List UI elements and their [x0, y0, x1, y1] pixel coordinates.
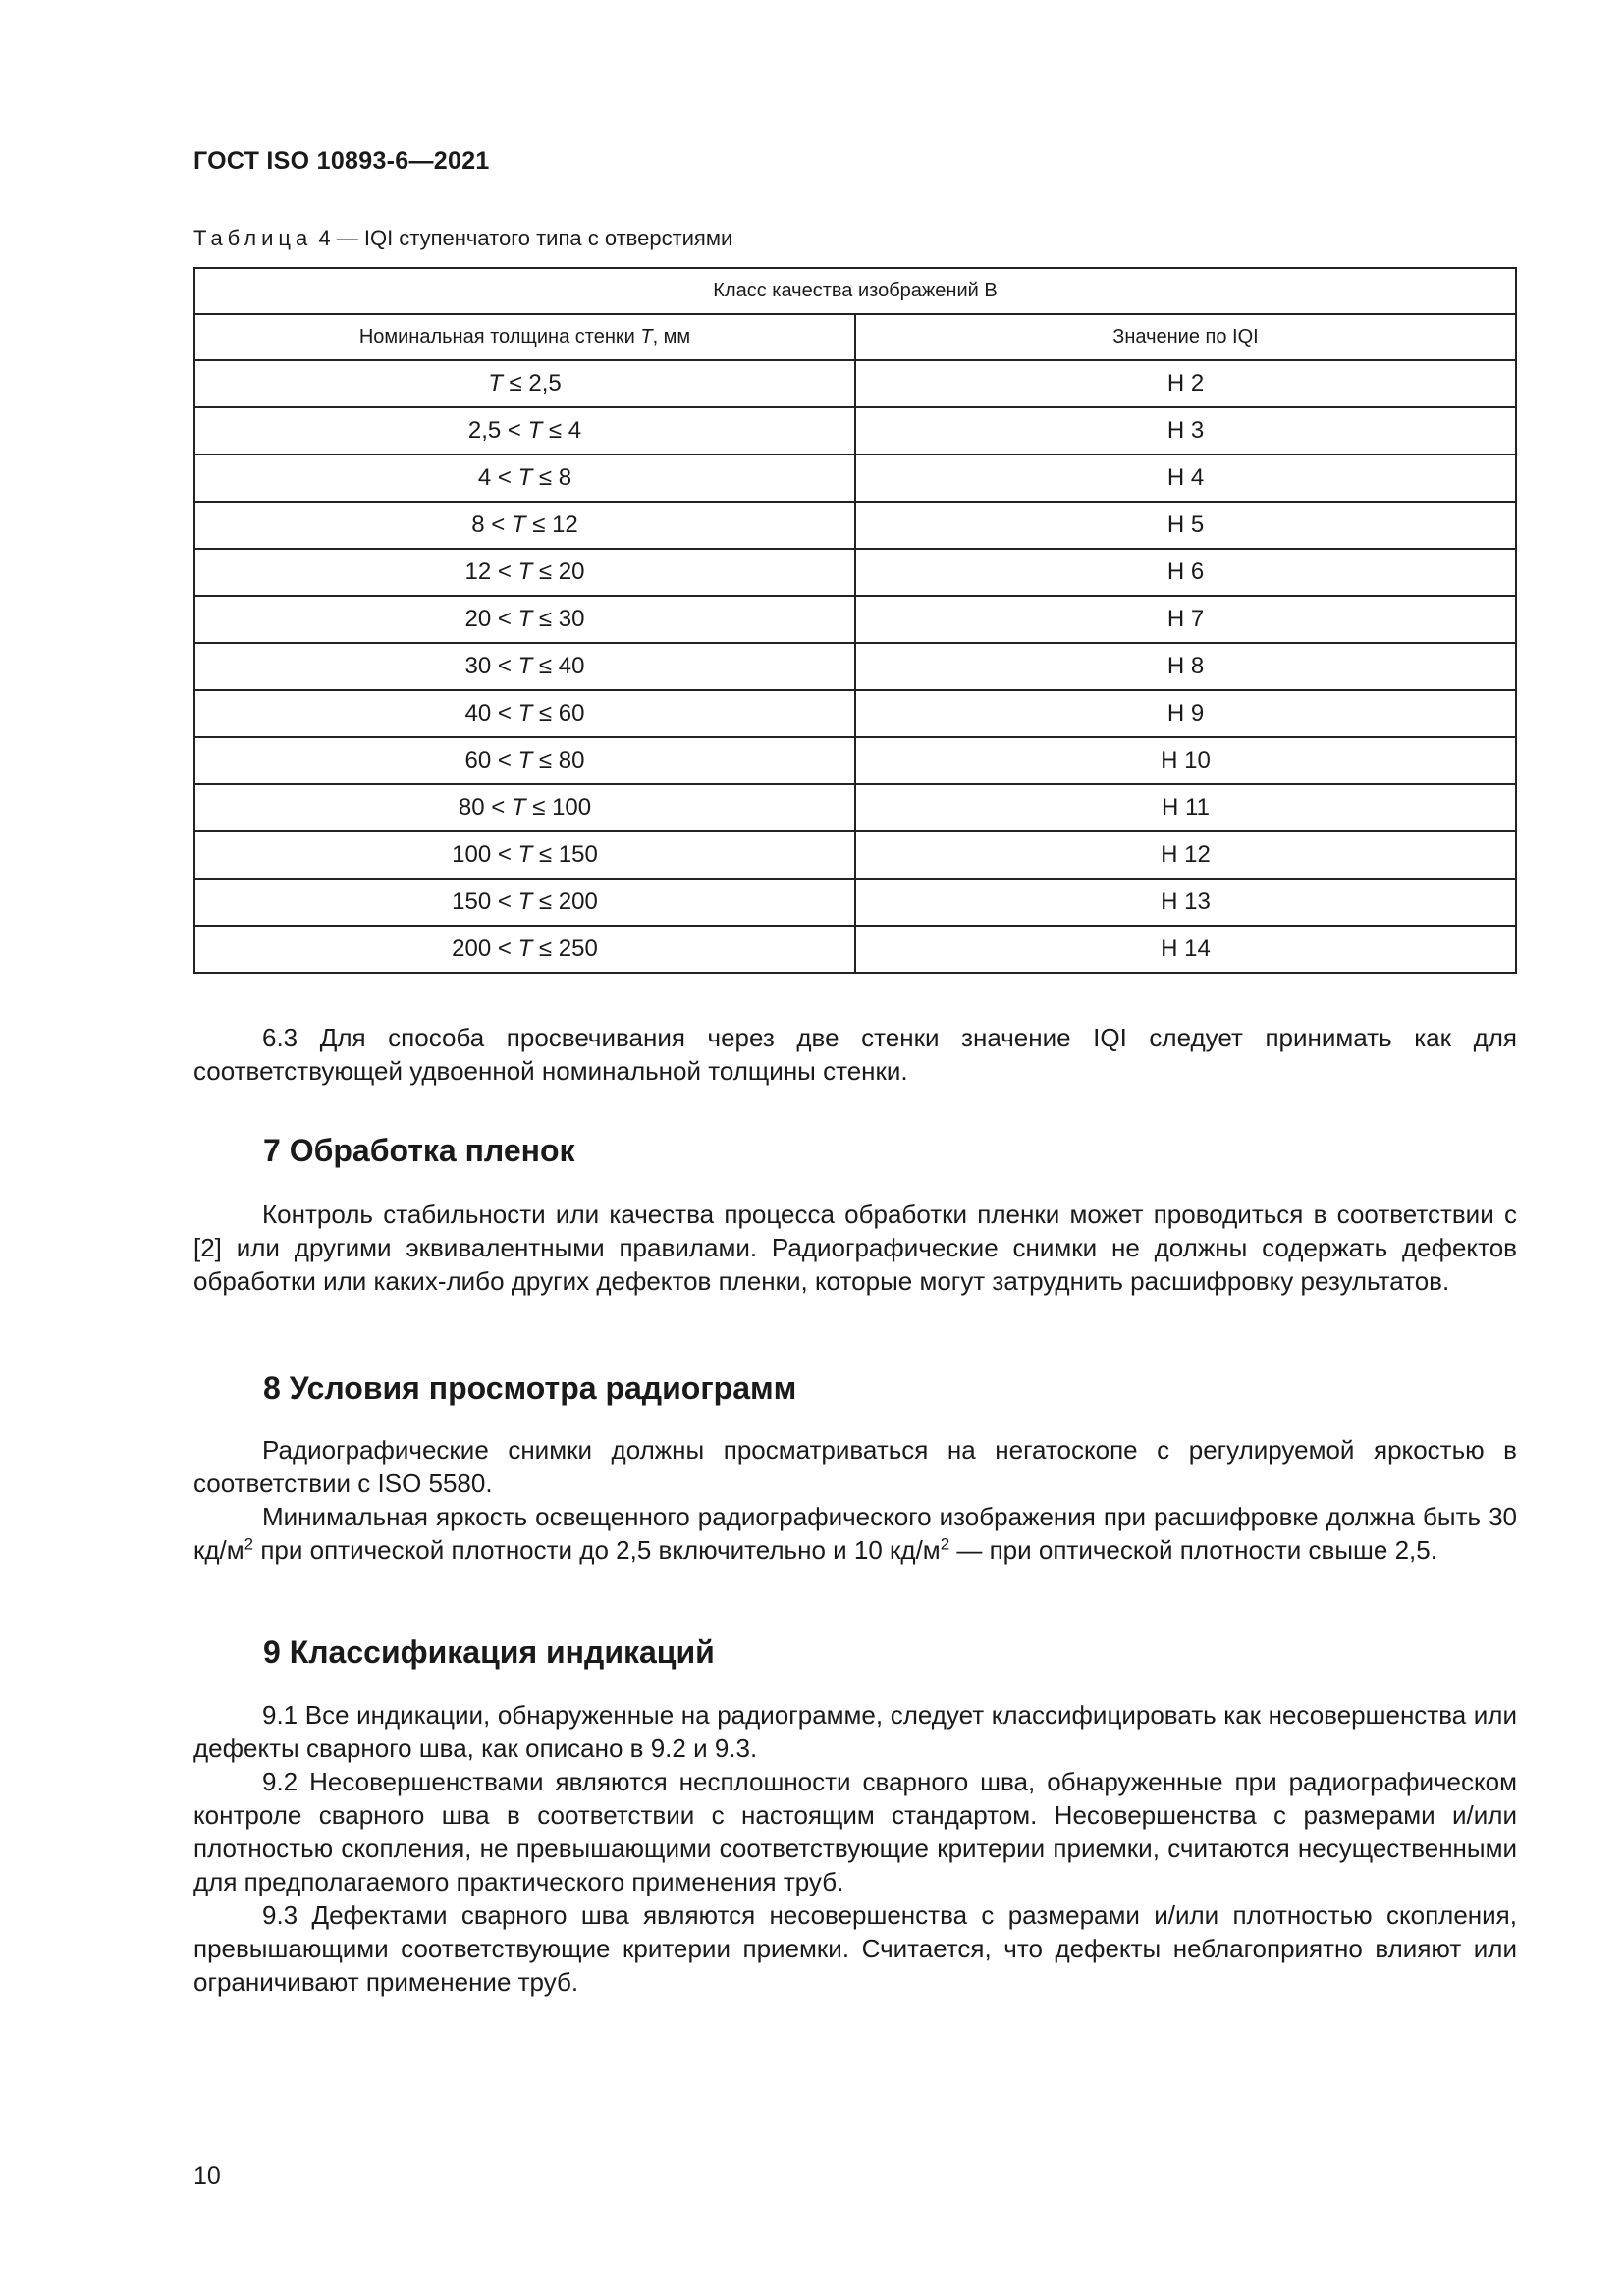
iqi-value-cell: H 9: [855, 690, 1516, 737]
iqi-value-cell: H 13: [855, 879, 1516, 926]
iqi-value-cell: H 14: [855, 926, 1516, 973]
thickness-range-var: T: [517, 747, 533, 774]
thickness-range-pre: 30 <: [464, 653, 518, 679]
thickness-range-post: ≤ 30: [532, 606, 585, 632]
paragraph-6-3-text: 6.3 Для способа просвечивания через две стенки значение IQI следует принимать как для соответствующей удвоенной номинальной толщины стенки.: [193, 1023, 1517, 1086]
thickness-range-cell: [194, 926, 855, 973]
thickness-range-post: ≤ 20: [532, 559, 585, 585]
iqi-value-cell: H 6: [855, 549, 1516, 596]
thickness-range-var: T: [517, 841, 533, 868]
table-column-header-row: [194, 314, 1516, 360]
page-number: 10: [193, 2163, 221, 2190]
section-7-body: [193, 1198, 1517, 1298]
table-class-header-row: [194, 268, 1516, 314]
thickness-range-post: ≤ 200: [532, 888, 598, 915]
table-row: [194, 549, 1516, 596]
thickness-range-pre: 2,5 <: [467, 417, 528, 444]
thickness-range-cell: [194, 360, 855, 407]
thickness-range-post: ≤ 250: [532, 935, 598, 962]
iqi-value-cell: H 7: [855, 596, 1516, 643]
thickness-range-pre: 4 <: [477, 464, 518, 491]
iqi-value-cell: H 4: [855, 454, 1516, 502]
table-row: [194, 926, 1516, 973]
section-9-title: 9 Классификация индикаций: [263, 1634, 715, 1670]
column-header-thickness-unit: , мм: [652, 326, 691, 347]
column-header-iqi-value: Значение по IQI: [855, 314, 1516, 360]
thickness-range-var: T: [517, 700, 533, 726]
table-row: [194, 831, 1516, 879]
iqi-value-cell: H 5: [855, 502, 1516, 549]
thickness-range-pre: 100 <: [452, 841, 518, 868]
thickness-range-post: ≤ 8: [532, 464, 572, 491]
thickness-range-cell: [194, 549, 855, 596]
thickness-range-cell: [194, 737, 855, 784]
section-9-body: [193, 1698, 1517, 1999]
section-9-paragraph-2: 9.2 Несовершенствами являются несплошности сварного шва, обнаруженные при радиографическом контроле сварного шва в соответствии с настоящим стандартом. Несовершенства с размерами и/или плотностью скопления, не превышающими соответствующие критерии приемки, считаются несущественными для предполагаемого практического применения труб.: [193, 1767, 1517, 1896]
thickness-range-var: T: [527, 417, 543, 444]
table-row: [194, 407, 1516, 454]
iqi-value-cell: H 8: [855, 643, 1516, 690]
section-8-paragraph-2: [193, 1500, 1517, 1567]
iqi-value-cell: H 2: [855, 360, 1516, 407]
table-row: [194, 737, 1516, 784]
thickness-range-pre: 80 <: [458, 794, 512, 821]
table-row: [194, 502, 1516, 549]
column-header-thickness-pre: Номинальная толщина стенки: [358, 326, 641, 347]
table-caption-word: Таблица: [193, 226, 313, 250]
iqi-value-cell: H 10: [855, 737, 1516, 784]
column-header-thickness: [194, 314, 855, 360]
thickness-range-post: ≤ 4: [542, 417, 582, 444]
section-7-paragraph: Контроль стабильности или качества процесса обработки пленки может проводиться в соответствии с [2] или другими эквивалентными правилами. Радиографические снимки не должны содержать дефектов обработки или каких-либо других дефектов пленки, которые могут затруднить расшифровку результатов.: [193, 1200, 1517, 1296]
section-8-title: 8 Условия просмотра радиограмм: [263, 1370, 797, 1406]
thickness-range-post: ≤ 80: [532, 747, 585, 774]
table-row: [194, 879, 1516, 926]
thickness-range-var: T: [517, 935, 533, 962]
thickness-range-var: T: [517, 559, 533, 585]
thickness-range-var: T: [511, 511, 526, 538]
thickness-range-pre: 8 <: [471, 511, 512, 538]
thickness-range-pre: 20 <: [464, 606, 518, 632]
superscript-2: 2: [244, 1534, 254, 1554]
thickness-range-var: T: [517, 653, 533, 679]
section-8-body: [193, 1433, 1517, 1567]
thickness-range-cell: [194, 784, 855, 831]
thickness-range-pre: 40 <: [464, 700, 518, 726]
table-row: [194, 360, 1516, 407]
section-9-paragraph-3: 9.3 Дефектами сварного шва являются несовершенства с размерами и/или плотностью скопления, превышающими соответствующие критерии приемки. Считается, что дефекты неблагоприятно влияют или ограничивают применение труб.: [193, 1900, 1517, 1997]
iqi-value-cell: H 3: [855, 407, 1516, 454]
section-7-title: 7 Обработка пленок: [263, 1133, 575, 1168]
section-8-paragraph-1: Радиографические снимки должны просматриваться на негатоскопе с регулируемой яркостью в соответствии с ISO 5580.: [193, 1435, 1517, 1498]
thickness-range-post: ≤ 60: [532, 700, 585, 726]
paragraph-6-3: [193, 1021, 1517, 1088]
thickness-range-var: T: [488, 370, 503, 397]
column-header-thickness-var: T: [640, 326, 653, 347]
section-8-p2-part-a: Минимальная яркость освещенного радиографического изображения при расшифровке должна быть 30 кд/м: [193, 1502, 1517, 1565]
thickness-range-cell: [194, 831, 855, 879]
table-row: [194, 784, 1516, 831]
iqi-table: [193, 267, 1517, 974]
iqi-value-cell: H 12: [855, 831, 1516, 879]
thickness-range-cell: [194, 643, 855, 690]
thickness-range-var: T: [517, 606, 533, 632]
table-row: [194, 643, 1516, 690]
thickness-range-post: ≤ 12: [525, 511, 578, 538]
table-caption-title: 4 — IQI ступенчатого типа с отверстиями: [318, 226, 733, 250]
thickness-range-pre: 200 <: [452, 935, 518, 962]
thickness-range-cell: [194, 879, 855, 926]
section-8-p2-part-b: при оптической плотности до 2,5 включительно и 10 кд/м: [253, 1535, 941, 1565]
table-row: [194, 690, 1516, 737]
thickness-range-pre: 12 <: [464, 559, 518, 585]
section-9-paragraph-1: 9.1 Все индикации, обнаруженные на радиограмме, следует классифицировать как несовершенства или дефекты сварного шва, как описано в 9.2 и 9.3.: [193, 1700, 1517, 1763]
thickness-range-var: T: [511, 794, 526, 821]
thickness-range-cell: [194, 502, 855, 549]
table-row: [194, 596, 1516, 643]
thickness-range-var: T: [517, 888, 533, 915]
thickness-range-post: ≤ 40: [532, 653, 585, 679]
thickness-range-pre: 60 <: [464, 747, 518, 774]
table-caption: [193, 226, 732, 251]
thickness-range-post: ≤ 150: [532, 841, 598, 868]
thickness-range-cell: [194, 690, 855, 737]
table-row: [194, 454, 1516, 502]
thickness-range-cell: [194, 407, 855, 454]
thickness-range-cell: [194, 596, 855, 643]
superscript-2: 2: [940, 1534, 950, 1554]
thickness-range-cell: [194, 454, 855, 502]
thickness-range-var: T: [517, 464, 533, 491]
thickness-range-post: ≤ 100: [525, 794, 592, 821]
section-8-p2-part-c: — при оптической плотности свыше 2,5.: [949, 1535, 1437, 1565]
thickness-range-post: ≤ 2,5: [502, 370, 562, 397]
iqi-value-cell: H 11: [855, 784, 1516, 831]
thickness-range-pre: 150 <: [452, 888, 518, 915]
table-class-header: Класс качества изображений B: [194, 268, 1516, 314]
document-header: ГОСТ ISO 10893-6—2021: [193, 147, 490, 175]
